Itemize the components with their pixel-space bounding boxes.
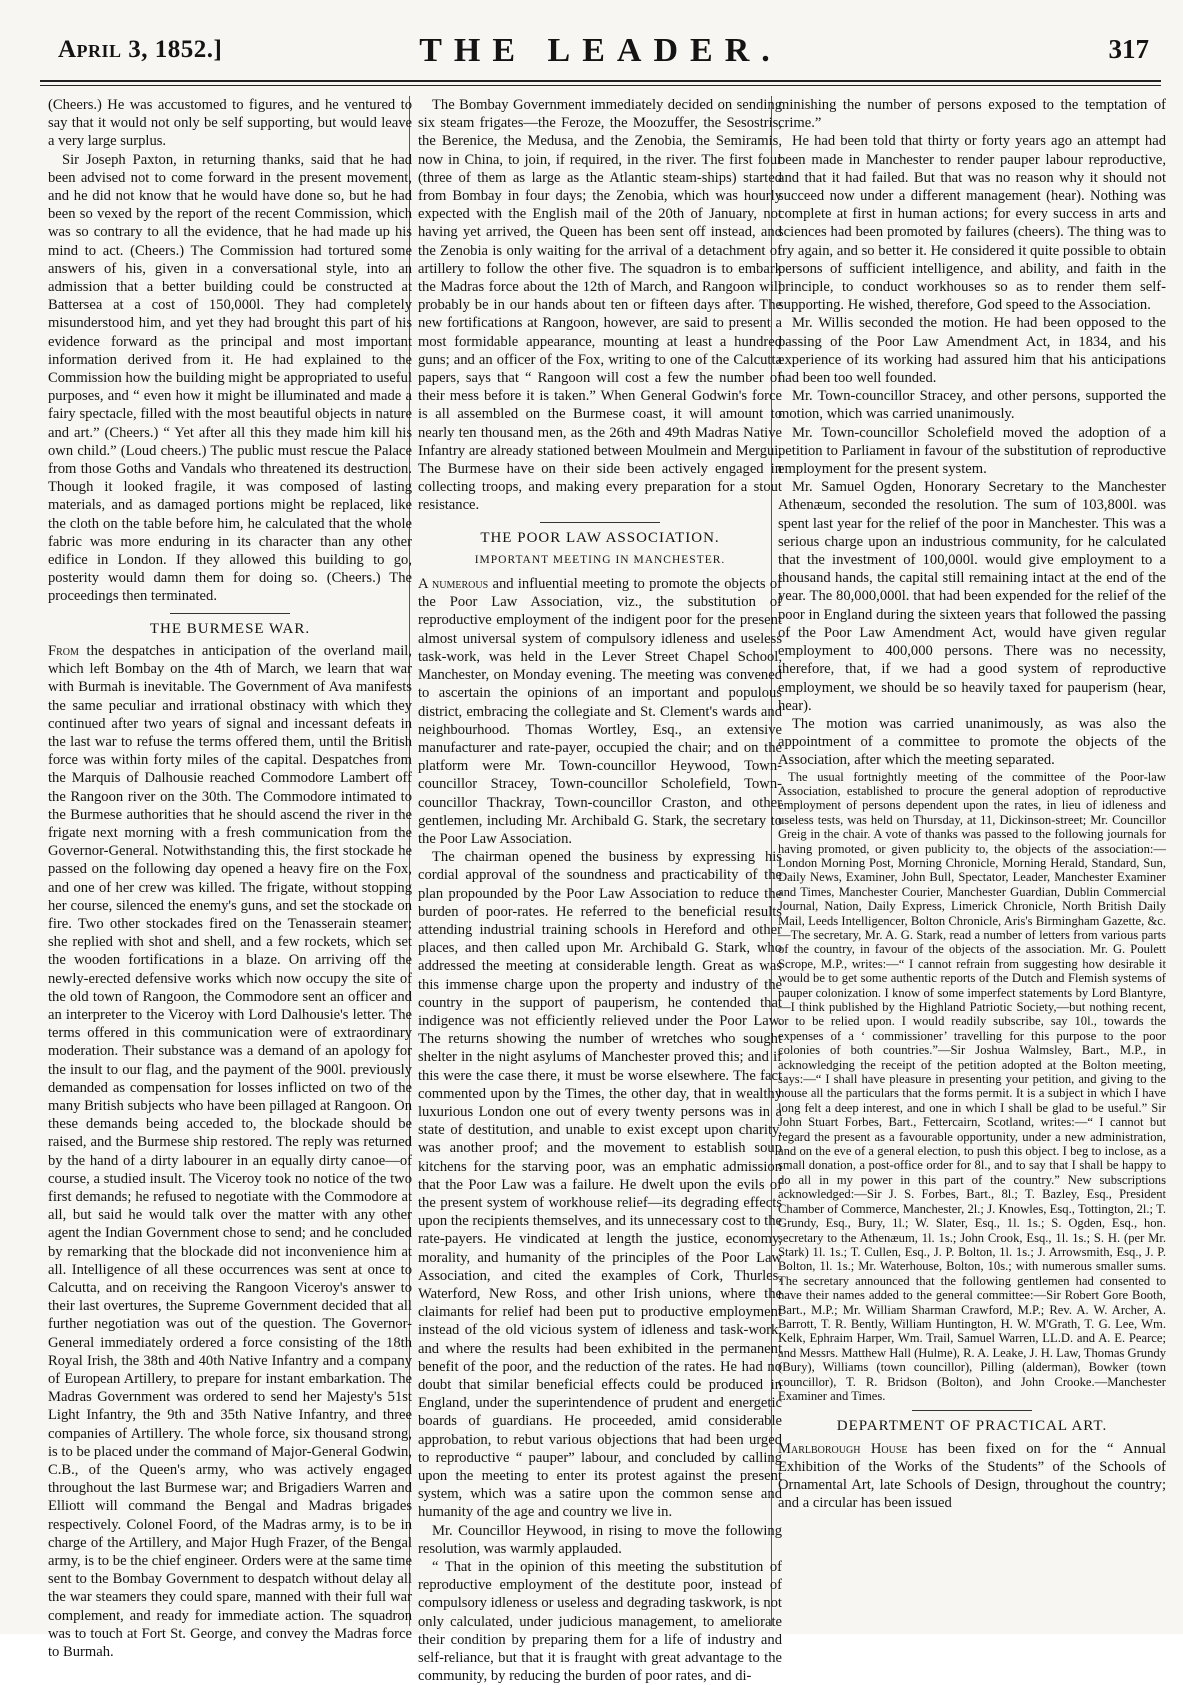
- paragraph: Mr. Councillor Heywood, in rising to move the following resolution, was warmly applauded.: [418, 1522, 782, 1557]
- newspaper-title: THE LEADER.: [419, 32, 782, 69]
- section-rule: [170, 613, 290, 614]
- paragraph: The motion was carried unanimously, as was also the appointment of a committee to promote the objects of the Association, after which the meeting separated.: [778, 715, 1166, 769]
- paragraph: He had been told that thirty or forty years ago an attempt had been made in Manchester to render pauper labour reproductive, and that it had failed. But that was no reason why it should not succeed now under a different management (hear). Nothing was complete at first in human actions; for every success in arts and sciences had been promoted by failures (cheers). The thing was to try again, and so better it. He considered it quite possible to obtain persons of sufficient intelligence, and ability, and faith in the principle, to conduct workhouses so as to render them self-supporting. He wished, therefore, God speed to the Association.: [778, 133, 1166, 314]
- paragraph: minishing the number of persons exposed to the temptation of crime.”: [778, 97, 1166, 132]
- column-2: [418, 96, 782, 1685]
- issue-date: April 3, 1852.]: [58, 36, 223, 63]
- article-heading: DEPARTMENT OF PRACTICAL ART.: [836, 1418, 1108, 1435]
- section-rule: [912, 1410, 1032, 1411]
- paragraph: The chairman opened the business by expressing his cordial approval of the soundness and practicability of the plan propounded by the Poor Law Association to reduce the burden of poor-rates. He referred to the beneficial results attending industrial training schools in Hereford and other places, and then called upon Mr. Archibald G. Stark, who addressed the meeting at considerable length. Great as was this immense charge upon the property and industry of the country in the support of pauperism, he contended that indigence was not efficiently relieved under the Poor Law. The returns showing the number of wretches who sought shelter in the night asylums of Manchester proved this; and if this were the case there, it must be worse elsewhere. The fact commented upon by the Times, the other day, that in wealthy luxurious London one out of every twenty persons was in a state of destitution, and unable to exist except upon charity, was another proof; and the movement to establish soup kitchens for the starving poor, was an emphatic admission that the Poor Law was a failure. He dwelt upon the evils of the present system of workhouse relief—its degrading effects upon the recipients themselves, and its unnecessary cost to the rate-payers. He vindicated at length the justice, economy, morality, and humanity of the principles of the Poor Law Association, and cited the examples of Cork, Thurles, Waterford, New Ross, and other Irish unions, where the claimants for relief had been put to productive employment instead of the old vicious system of idleness and task-work, and where the results had been exhibited in the permanent benefit of the poor, and the reduction of the rates. He had no doubt that similar beneficial effects could be produced in England, under the superintendence of prudent and energetic boards of guardians. He proceeded, amid considerable approbation, to rebut various objections that had been urged to reproductive “ pauper” labour, and concluded by calling upon the meeting to enter its protest against the present system, which was a satire upon the common sense and humanity of the age and country we live in.: [418, 849, 782, 1521]
- lead-word: Marlborough House: [778, 1440, 908, 1457]
- page-number: 317: [1108, 34, 1149, 64]
- paragraph: Mr. Town-councillor Stracey, and other persons, supported the motion, which was carried unanimously.: [778, 388, 1166, 423]
- paragraph: Mr. Willis seconded the motion. He had been opposed to the passing of the Poor Law Amendment Act, in 1834, and his experience of its working had assured him that his anticipations had been too well founded.: [778, 315, 1166, 387]
- paragraph: (Cheers.) He was accustomed to figures, and he ventured to say that it would not only be self supporting, but would leave a very large surplus.: [48, 97, 412, 150]
- paragraph-text: and influential meeting to promote the objects of the Poor Law Association, viz., the substitution of reproductive employment of the indigent poor for the present almost universal system of compulsory idleness and useless task-work, was held in the Lever Street Chapel School, Manchester, on Monday evening. The meeting was convened to ascertain the opinions of an important and populous district, embracing the collegiate and St. Clement's wards and neighbourhood. Thomas Wortley, Esq., an extensive manufacturer and rate-payer, occupied the chair; and on the platform were Mr. Town-councillor Heywood, Town-councillor Stracey, Town-councillor Scholefield, Town-councillor Thackray, Town-councillor Craston, and other gentlemen, including Mr. Archibald G. Stark, the secretary to the Poor Law Association.: [418, 576, 782, 847]
- paragraph: [778, 1440, 1166, 1513]
- paragraph: Sir Joseph Paxton, in returning thanks, said that he had been advised not to come forward in the present movement, and he did not know that he would have done so, but he had been so vexed by the report of the recent Commission, which was so contrary to all the evidence, that he had made up his mind to act. (Cheers.) The Commission had tortured some answers of his, given in a conversational style, into an admission that a better building could be constructed at Battersea at a cost of 150,000l. They had completely misunderstood him, and yet they had brought this part of his evidence forward as the principal and most important information derived from it. He had explained to the Commission how the building might be appropriated to useful purposes, and “ even how it might be illuminated and made a fairy spectacle, filled with the most beautiful objects in nature and art.” (Cheers.) “ Yet after all this they made him kill his own child.” (Loud cheers.) The public must rescue the Palace from those Goths and Vandals who threatened its destruction. Though it looked fragile, it was composed of lasting materials, and as damaged portions might be replaced, like the cloth on the table before him, he calculated that the whole fabric was more enduring in its character than any other edifice in London. If they allowed this building to go, posterity would damn them for doing so. (Cheers.) The proceedings then terminated.: [48, 151, 412, 605]
- paragraph: [48, 642, 412, 1661]
- masthead: [40, 28, 1161, 78]
- paragraph-text: has been fixed on for the “ Annual Exhibition of the Works of the Students” of the Schools of Ornamental Art, late Schools of Design, throughout the country; and a circular has been issued: [778, 1440, 1166, 1512]
- article-heading: THE POOR LAW ASSOCIATION.: [480, 529, 720, 546]
- lead-word: A numerous: [418, 576, 489, 593]
- lead-word: From: [48, 642, 79, 659]
- small-print-block: [778, 770, 1166, 1404]
- article-heading: THE BURMESE WAR.: [149, 620, 311, 637]
- masthead-rule: [40, 80, 1161, 86]
- paragraph: The Bombay Government immediately decided on sending six steam frigates—the Feroze, the Moozuffer, the Sesostris, the Berenice, the Medusa, and the Zenobia, the Semiramis, now in China, to join, if required, in the river. The first four (three of them as large as the Atlantic steam-ships) started from Bombay in four days; the Zenobia, which was hourly expected with the English mail of the 20th of January, not having yet arrived, the Queen has been sent off instead, and the Zenobia is only waiting for the arrival of a detachment of artillery to follow the other five. The squadron is to embark the Madras force about the 12th of March, and Rangoon will probably be in our hands about ten or fifteen days after. The new fortifications at Rangoon, however, are said to present a most formidable appearance, mounting at least a hundred guns; and an officer of the Fox, writing to one of the Calcutta papers, says that “ Rangoon will cost a few the number of their mess before it is taken.” When General Godwin's force is all assembled on the Burmese coast, it will amount to nearly ten thousand men, as the 26th and 49th Madras Native Infantry are already stationed between Moulmein and Mergui. The Burmese have on their side been actively engaged in collecting troops, and making every preparation for a stout resistance.: [418, 97, 782, 514]
- section-rule: [540, 522, 660, 523]
- paragraph: Mr. Samuel Ogden, Honorary Secretary to the Manchester Athenæum, seconded the resolution. The sum of 103,800l. was spent last year for the relief of the poor in Manchester. This was a serious charge upon an industrious community, for he calculated that the investment of 100,000l. would give employment to a thousand hands, the capital still remaining intact at the end of the year. The 80,000,000l. that had been expended for the relief of the poor in England during the sixteen years that followed the passing of the Poor Law Amendment Act, would have given regular employment to 400,000 persons. There was no necessity, therefore, that, if we had a good system of reproductive employment, we should be so heavily taxed for pauperism (hear, hear).: [778, 479, 1166, 714]
- column-1: [48, 96, 412, 1661]
- paragraph: Mr. Town-councillor Scholefield moved the adoption of a petition to Parliament in favour of the substitution of reproductive employment for the present system.: [778, 424, 1166, 478]
- paragraph-text: the despatches in anticipation of the overland mail, which left Bombay on the 4th of March, we learn that war with Burmah is inevitable. The Government of Ava manifests the same peculiar and irrational obstinacy with which they continued after two years of signal and incessant defeats in the last war to refuse the terms offered them, until the British force was within forty miles of the capital. Despatches from the Marquis of Dalhousie reached Commodore Lambert off the Rangoon river on the 30th. The Commodore intimated to the Burmese authorities that he should ascend the river in the frigate next morning with a fresh communication from the Governor-General. Notwithstanding this, the first stockade he passed on the following day opened a heavy fire on the Fox, and one of her crew was killed. The frigate, without stopping her course, silenced the enemy's guns, and set the stockade on fire. Two other stockades fired on the Tenasserain steamer; she replied with shot and shell, and a few rockets, which set the wooden fortifications in a blaze. On arriving off the newly-erected defensive works which now occupy the site of the old town of Rangoon, the Commodore sent an officer and an interpreter to the Viceroy with Lord Dalhousie's letter. The terms offered in this communication were of extraordinary moderation. Their substance was a demand of an apology for the insult to our flag, and the payment of the 900l. previously demanded as compensation for losses inflicted on two of the many British subjects who have been pillaged at Rangoon. On these demands being acceded to, the blockade should be raised, and the Burmese ship restored. The reply was returned by the hand of a dirty labourer in an equally dirty canoe—of course, a studied insult. The Viceroy took no notice of the two first demands; he refused to negotiate with the Commodore at all, but said he would talk over the matter with any other agent the Indian Government chose to send; and he concluded by remarking that the blockade did not inconvenience him at all. Intelligence of all these occurrences was sent at once to Calcutta, and on receiving the Rangoon Viceroy's answer to their last overtures, the Supreme Government decided that all further negotiation was out of the question. The Governor-General immediately ordered a force consisting of the 18th Royal Irish, the 38th and 40th Native Infantry and a company of European Artillery, to prepare for instant embarkation. The Madras Government was ordered to send her Majesty's 51st Light Infantry, the 9th and 35th Native Infantry, and three companies of Artillery. The whole force, six thousand strong, is to be placed under the command of Major-General Godwin, C.B., of the Queen's army, who was actively engaged throughout the last Burmese war; and Brigadiers Warren and Elliott will command the Bengal and Madras brigades respectively. Colonel Foord, of the Madras army, is to be in charge of the Artillery, and Major Hugh Frazer, of the Bengal army, is to be the chief engineer. Orders were at the same time sent to the Bombay Government to despatch without delay all the war steamers they could spare, manned with their full war complement, and ready for immediate action. The squadron was to touch at Fort St. George, and convey the Madras force to Burmah.: [48, 642, 412, 1661]
- column-3: [778, 96, 1166, 1626]
- paragraph: [418, 575, 782, 848]
- paragraph: The usual fortnightly meeting of the committee of the Poor-law Association, established to procure the general adoption of reproductive employment of persons dependent upon the rates, in lieu of idleness and useless tests, was held on Thursday, at 11, Dickinson-street; Mr. Councillor Greig in the chair. A vote of thanks was passed to the following journals for having promoted, or given publicity to, the objects of the association:—London Morning Post, Morning Chronicle, Morning Herald, Standard, Sun, Daily News, Examiner, John Bull, Spectator, Leader, Manchester Examiner and Times, Manchester Courier, Manchester Guardian, Dublin Commercial Journal, Nation, Daily Express, Limerick Chronicle, North British Daily Mail, Leeds Intelligencer, Bolton Chronicle, Aris's Birmingham Gazette, &c.—The secretary, Mr. A. G. Stark, read a number of letters from various parts of the country, in favour of the objects of the association. Mr. G. Poulett Scrope, M.P., writes:—“ I cannot refrain from suggesting how desirable it would be to get some authentic reports of the Dutch and Flemish systems of pauper colonization. I know of some imperfect statements by Lord Blantyre,—I think published by the Highland Patriotic Society,—but nothing recent, or to be relied upon. I would readily subscribe, say 10l., towards the expenses of a ‘ commissioner’ travelling for this purpose to the poor colonies of both countries.”—Sir Joshua Walmsley, Bart., M.P., in acknowledging the receipt of the petition adopted at the Bolton meeting, says:—“ I shall have pleasure in presenting your petition, and giving to the house all the particulars that the forms permit. It is a subject in which I have long felt a deep interest, and one in which I shall be glad to be useful.” Sir John Stuart Forbes, Bart., Fettercairn, Scotland, writes:—“ I cannot but regard the present as a favourable opportunity, under a new administration, and on the eve of a general election, to push this object. I beg to inclose, as a small donation, a post-office order for 8l., and to say that I shall be happy to do all in my power in this part of the country.” New subscriptions acknowledged:—Sir J. S. Forbes, Bart., 8l.; T. Bazley, Esq., President Chamber of Commerce, Manchester, 2l.; J. Knowles, Esq., Tottington, 2l.; T. Grundy, Esq., Bury, 1l.; W. Slater, Esq., 1l. 1s.; S. Ogden, Esq., hon. secretary to the Athenæum, 1l. 1s.; John Crook, Esq., 1l. 1s.; S. H. (per Mr. Stark) 1l. 1s.; T. Cullen, Esq., J. P. Bolton, 1l. 1s.; J. Arrowsmith, Esq., J. P. Bolton, 1l. 1s.; Mr. Waterhouse, Bolton, 10s.; with numerous smaller sums. The secretary announced that the following gentlemen had consented to have their names added to the general committee:—Sir Robert Gore Booth, Bart., M.P.; Mr. William Sharman Crawford, M.P.; Rev. A. W. Archer, A. Barrott, T. R. Bently, William Huntington, H. W. M'Grath, T. G. Lee, Wm. Kelk, Ephraim Harper, Wm. Trail, Samuel Warren, LL.D. and A. E. Pearce; and Messrs. Matthew Hall (Hulme), R. A. Leake, J. H. Law, Thomas Grundy (Bury), Williams (town councillor), Pilling (alderman), Bowker (town councillor), T. R. Bridson (Bolton), and John Crooke.—Manchester Examiner and Times.: [778, 769, 1166, 1403]
- article-subheading: IMPORTANT MEETING IN MANCHESTER.: [474, 553, 726, 566]
- paragraph: “ That in the opinion of this meeting the substitution of reproductive employment of the destitute poor, instead of compulsory idleness or useless and degrading taskwork, is not only calculated, under judicious management, to ameliorate their condition by preparing them for a life of industry and self-reliance, but that it is fraught with great advantage to the community, by reducing the burden of poor rates, and di-: [418, 1559, 782, 1685]
